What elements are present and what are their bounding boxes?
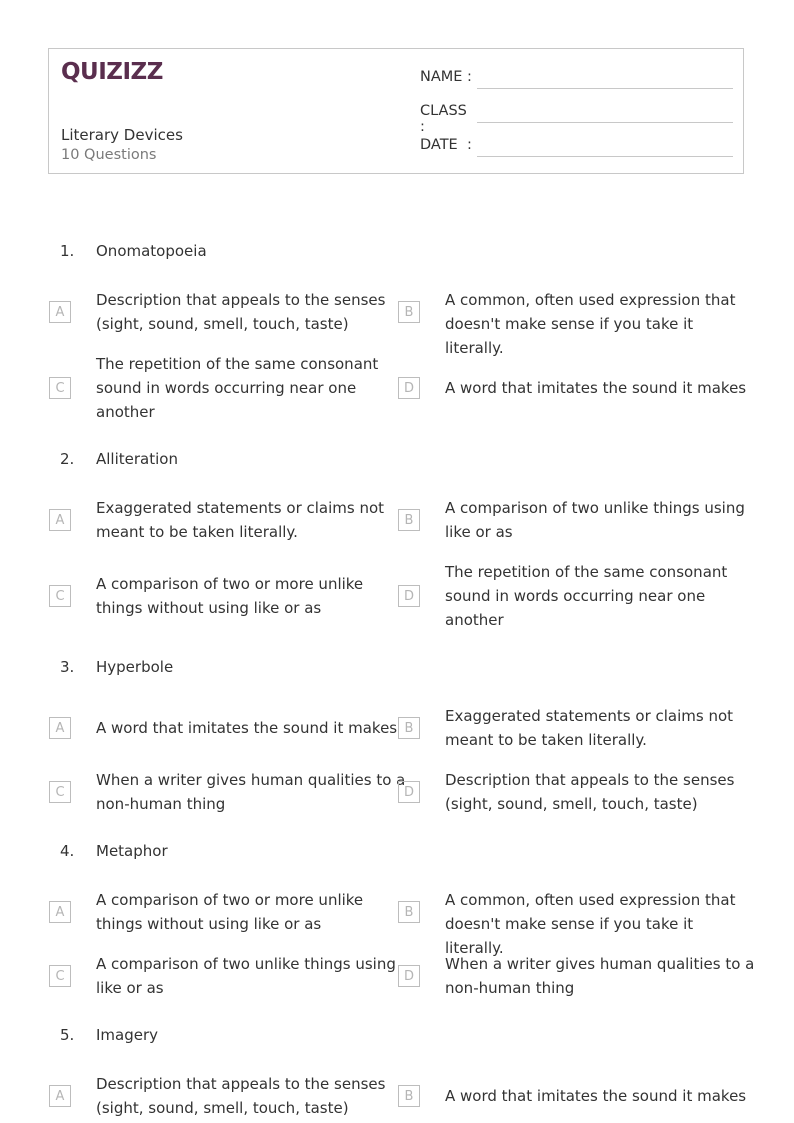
- option-letter-box[interactable]: D: [398, 781, 420, 803]
- class-line: [477, 122, 733, 123]
- option-letter-box[interactable]: A: [49, 509, 71, 531]
- question-prompt: Imagery: [96, 1026, 159, 1044]
- question-prompt: Hyperbole: [96, 658, 174, 676]
- option-letter-box[interactable]: A: [49, 901, 71, 923]
- option-letter-box[interactable]: D: [398, 377, 420, 399]
- name-label: NAME :: [420, 69, 472, 85]
- option-letter-box[interactable]: A: [49, 1085, 71, 1107]
- option-letter-box[interactable]: B: [398, 301, 420, 323]
- option-letter-box[interactable]: D: [398, 965, 420, 987]
- option-text: The repetition of the same consonant sound in words occurring near one another: [445, 563, 728, 629]
- option-text: A word that imitates the sound it makes: [445, 379, 747, 397]
- option-letter-box[interactable]: C: [49, 585, 71, 607]
- question-prompt: Metaphor: [96, 842, 168, 860]
- option-text: Exaggerated statements or claims not meant to be taken literally.: [445, 707, 734, 749]
- worksheet-header: [48, 48, 744, 174]
- option-letter-box[interactable]: A: [49, 301, 71, 323]
- option-text: When a writer gives human qualities to a non-human thing: [445, 955, 755, 997]
- class-field[interactable]: [420, 103, 476, 135]
- option-letter-box[interactable]: C: [49, 781, 71, 803]
- option-text: A word that imitates the sound it makes: [96, 719, 398, 737]
- question-number: 5.: [60, 1026, 75, 1044]
- name-field[interactable]: [420, 69, 476, 85]
- option-letter-box[interactable]: A: [49, 717, 71, 739]
- option-text: Description that appeals to the senses (sight, sound, smell, touch, taste): [96, 291, 386, 333]
- option-text: A comparison of two unlike things using like or as: [445, 499, 745, 541]
- class-label: CLASS :: [420, 103, 467, 135]
- date-field[interactable]: [420, 137, 476, 153]
- option-text: A common, often used expression that doesn't make sense if you take it literally.: [445, 291, 736, 357]
- question-prompt: Alliteration: [96, 450, 178, 468]
- option-text: A common, often used expression that doesn't make sense if you take it literally.: [445, 891, 736, 957]
- option-text: The repetition of the same consonant sound in words occurring near one another: [96, 355, 379, 421]
- option-text: Exaggerated statements or claims not meant to be taken literally.: [96, 499, 385, 541]
- option-letter-box[interactable]: C: [49, 965, 71, 987]
- option-text: Description that appeals to the senses (sight, sound, smell, touch, taste): [96, 1075, 386, 1117]
- question-prompt: Onomatopoeia: [96, 242, 207, 260]
- option-letter-box[interactable]: B: [398, 1085, 420, 1107]
- question-number: 4.: [60, 842, 75, 860]
- option-letter-box[interactable]: B: [398, 901, 420, 923]
- worksheet-title: Literary Devices: [61, 126, 183, 144]
- option-text: A comparison of two or more unlike things without using like or as: [96, 891, 364, 933]
- name-line: [477, 88, 733, 89]
- option-text: A comparison of two unlike things using like or as: [96, 955, 396, 997]
- date-label: DATE :: [420, 137, 472, 153]
- question-count: 10 Questions: [61, 147, 157, 163]
- option-letter-box[interactable]: C: [49, 377, 71, 399]
- option-text: When a writer gives human qualities to a non-human thing: [96, 771, 406, 813]
- option-letter-box[interactable]: B: [398, 717, 420, 739]
- question-number: 3.: [60, 658, 75, 676]
- date-line: [477, 156, 733, 157]
- option-letter-box[interactable]: B: [398, 509, 420, 531]
- question-number: 2.: [60, 450, 75, 468]
- option-text: A word that imitates the sound it makes: [445, 1087, 747, 1105]
- option-text: A comparison of two or more unlike things without using like or as: [96, 575, 364, 617]
- quizizz-logo: QUIZIZZ: [61, 59, 163, 85]
- option-letter-box[interactable]: D: [398, 585, 420, 607]
- question-number: 1.: [60, 242, 75, 260]
- option-text: Description that appeals to the senses (sight, sound, smell, touch, taste): [445, 771, 735, 813]
